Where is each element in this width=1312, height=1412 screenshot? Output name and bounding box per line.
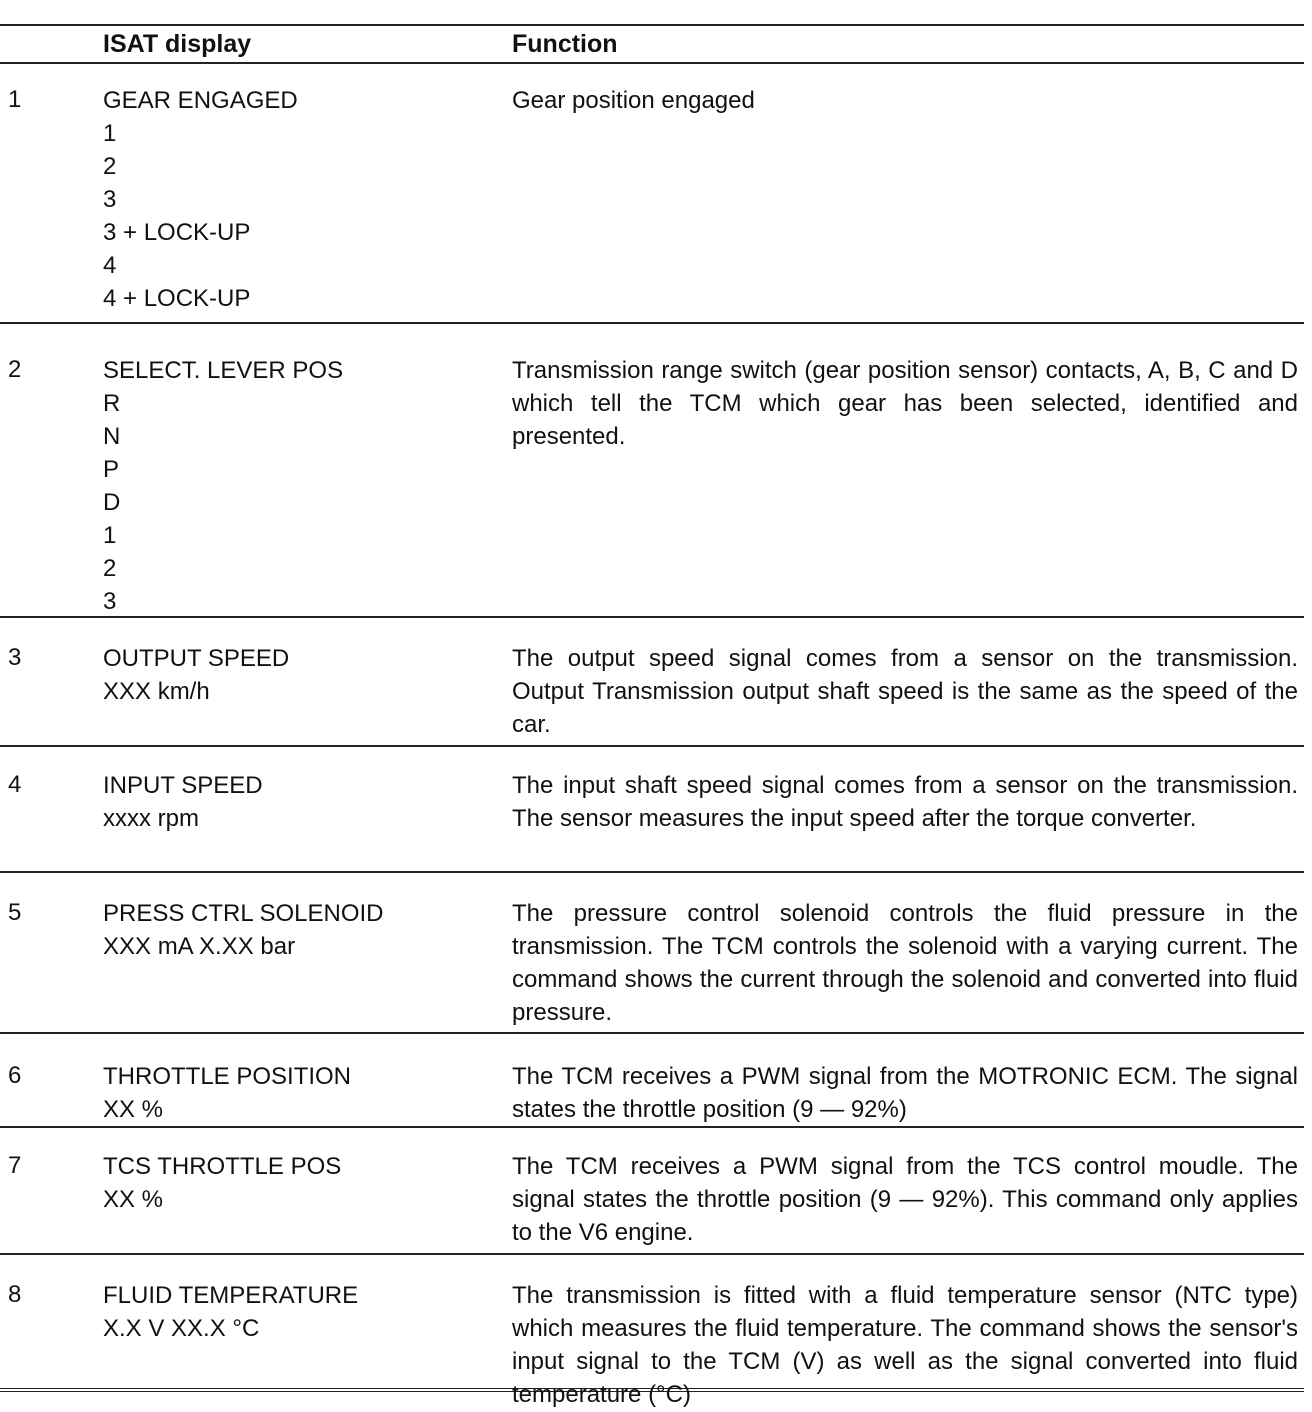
- isat-display-cell: [103, 897, 384, 963]
- isat-display-title: THROTTLE POSITION: [103, 1063, 352, 1090]
- isat-display-title: INPUT SPEED: [103, 772, 263, 799]
- isat-display-value: X.X V XX.X °C: [103, 1315, 260, 1342]
- isat-display-value: 3 + LOCK-UP: [103, 219, 251, 246]
- isat-display-value: XXX mA X.XX bar: [103, 933, 296, 960]
- table-row: [0, 618, 1304, 747]
- function-description: The pressure control solenoid controls the fluid pressure in the transmission. The TCM controls the solenoid with a varying current. The command shows the current through the solenoid and converted into fluid pressure.: [512, 900, 1298, 1026]
- row-number: 4: [8, 771, 22, 798]
- isat-display-value: XX %: [103, 1096, 164, 1123]
- isat-display-value: N: [103, 423, 121, 450]
- table-header: [0, 24, 1304, 64]
- isat-display-cell: [103, 642, 289, 708]
- header-function: Function: [512, 30, 618, 58]
- function-description: The TCM receives a PWM signal from the MOTRONIC ECM. The signal states the throttle position (9 — 92%): [512, 1063, 1298, 1123]
- isat-display-cell: [103, 1060, 351, 1126]
- isat-display-value: 3: [103, 588, 117, 615]
- function-description: The transmission is fitted with a fluid temperature sensor (NTC type) which measures the fluid temperature. The command shows the sensor's input signal to the TCM (V) as well as the signal converted into fluid temperature (°C): [512, 1282, 1298, 1408]
- function-description: Gear position engaged: [512, 87, 755, 114]
- isat-display-cell: [103, 1279, 358, 1345]
- isat-display-cell: [103, 769, 263, 835]
- row-number: 5: [8, 899, 22, 926]
- isat-display-value: 2: [103, 555, 117, 582]
- isat-display-value: 1: [103, 120, 117, 147]
- function-description: The output speed signal comes from a sensor on the transmission. Output Transmission output shaft speed is the same as the speed of the car.: [512, 645, 1298, 738]
- row-number: 8: [8, 1281, 22, 1308]
- isat-display-value: 4: [103, 252, 117, 279]
- table-row: [0, 747, 1304, 873]
- table-row: [0, 1034, 1304, 1128]
- isat-display-value: 3: [103, 186, 117, 213]
- table-row: [0, 1128, 1304, 1255]
- row-number: 7: [8, 1152, 22, 1179]
- table-row: [0, 324, 1304, 618]
- table-row: [0, 1255, 1304, 1408]
- isat-display-title: GEAR ENGAGED: [103, 87, 298, 114]
- isat-display-title: PRESS CTRL SOLENOID: [103, 900, 384, 927]
- function-description: Transmission range switch (gear position sensor) contacts, A, B, C and D which tell the TCM which gear has been selected, identified and presented.: [512, 357, 1298, 450]
- row-number: 2: [8, 356, 22, 383]
- isat-display-value: D: [103, 489, 121, 516]
- isat-display-value: xxxx rpm: [103, 805, 199, 832]
- row-number: 1: [8, 86, 22, 113]
- isat-display-cell: [103, 84, 298, 315]
- isat-display-cell: [103, 1150, 341, 1216]
- isat-display-value: XX %: [103, 1186, 164, 1213]
- table-body: [0, 62, 1304, 1408]
- function-description: The input shaft speed signal comes from a sensor on the transmission. The sensor measures the input speed after the torque converter.: [512, 772, 1298, 832]
- row-number: 3: [8, 644, 22, 671]
- isat-display-value: 2: [103, 153, 117, 180]
- function-description: The TCM receives a PWM signal from the TCS control moudle. The signal states the throttle position (9 — 92%). This command only applies to the V6 engine.: [512, 1153, 1298, 1246]
- isat-display-title: SELECT. LEVER POS: [103, 357, 344, 384]
- isat-display-value: 4 + LOCK-UP: [103, 285, 251, 312]
- row-number: 6: [8, 1062, 22, 1089]
- isat-display-title: OUTPUT SPEED: [103, 645, 290, 672]
- isat-display-title: FLUID TEMPERATURE: [103, 1282, 359, 1309]
- isat-display-title: TCS THROTTLE POS: [103, 1153, 342, 1180]
- isat-display-value: 1: [103, 522, 117, 549]
- table-row: [0, 62, 1304, 324]
- header-isat-display: ISAT display: [103, 30, 252, 58]
- isat-display-value: XXX km/h: [103, 678, 210, 705]
- table-row: [0, 873, 1304, 1034]
- isat-display-cell: [103, 354, 343, 618]
- isat-display-value: R: [103, 390, 121, 417]
- isat-display-value: P: [103, 456, 120, 483]
